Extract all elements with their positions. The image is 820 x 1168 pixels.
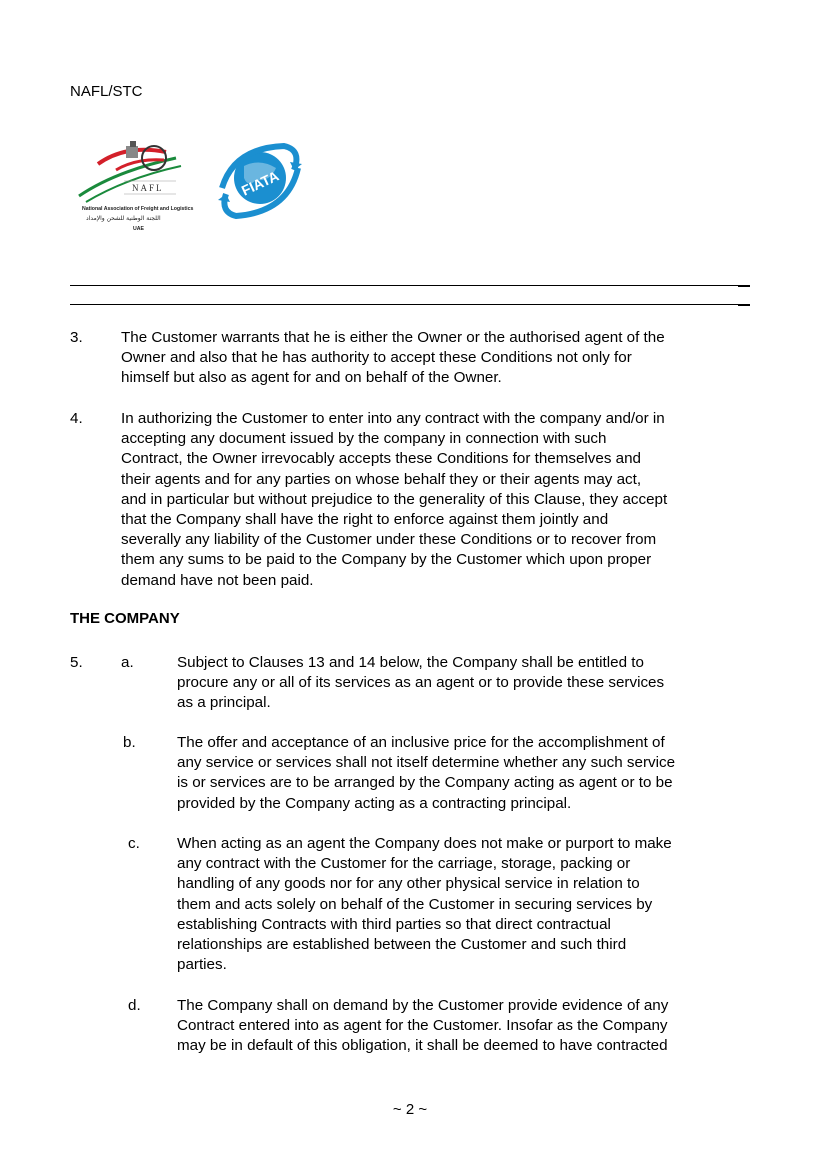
fiata-text: FIATA [238,167,282,199]
text-line: accepting any document issued by the company in connection with such [121,430,607,448]
section-heading: THE COMPANY [70,610,180,627]
clause-number: 4. [70,410,83,427]
text-line: parties. [177,956,227,974]
text-line: them and acts solely on behalf of the Customer in securing services by [177,895,653,913]
text-line: and in particular but without prejudice to the generality of this Clause, they accept [121,490,668,508]
text-line: them any sums to be paid to the Company by the Customer which upon proper [121,551,652,569]
subclause-letter: c. [128,835,140,852]
page-number: ~ 2 ~ [392,1101,428,1118]
nafl-caption-ar: اللجنة الوطنية للشحن والإمداد [86,215,161,222]
text-line: handling of any goods nor for any other physical service in relation to [177,875,640,893]
header-rule-top [70,285,748,286]
text-line: himself but also as agent for and on behalf of the Owner. [121,369,502,387]
text-line: The offer and acceptance of an inclusive price for the accomplishment of [177,734,665,751]
subclause-a-text [177,653,767,714]
subclause-c-text [177,834,767,975]
clause-3-text [121,328,761,389]
text-line: procure any or all of its services as an agent or to provide these services [177,674,665,692]
nafl-acronym: NAFL [132,183,164,193]
text-line: that the Company shall have the right to enforce against them jointly and [121,511,609,529]
text-line: their agents and for any parties on whose behalf they or their agents may act, [121,470,642,488]
clause-number: 5. [70,654,83,671]
header-rule-bottom [70,304,748,305]
text-line: relationships are established between the Customer and such third [177,936,627,954]
fiata-logo [214,138,306,224]
text-line: may be in default of this obligation, it shall be deemed to have contracted [177,1037,668,1055]
text-line: any service or services shall not itself determine whether any such service [177,754,676,772]
text-line: demand have not been paid. [121,571,314,589]
text-line: The Customer warrants that he is either the Owner or the authorised agent of the [121,329,665,346]
text-line: as a principal. [177,694,271,712]
subclause-letter: a. [121,654,134,671]
clause-number: 3. [70,329,83,346]
text-line: When acting as an agent the Company does not make or purport to make [177,835,672,852]
subclause-letter: b. [123,734,136,751]
text-line: Owner and also that he has authority to accept these Conditions not only for [121,349,632,367]
text-line: establishing Contracts with third parties so that direct contractual [177,915,611,933]
text-line: Contract, the Owner irrevocably accepts these Conditions for themselves and [121,450,642,468]
nafl-caption-en: National Association of Freight and Logistics [82,206,194,212]
document-code: NAFL/STC [70,83,143,100]
text-line: severally any liability of the Customer under these Conditions or to recover from [121,531,657,549]
text-line: The Company shall on demand by the Customer provide evidence of any [177,997,669,1014]
subclause-d-text [177,996,767,1057]
clause-4-text [121,409,761,591]
subclause-letter: d. [128,997,141,1014]
nafl-logo [76,136,206,236]
subclause-b-text [177,733,767,814]
text-line: is or services are to be arranged by the Company acting as agent or to be [177,774,673,792]
text-line: In authorizing the Customer to enter into any contract with the company and/or in [121,410,665,427]
text-line: any contract with the Customer for the carriage, storage, packing or [177,855,631,873]
text-line: provided by the Company acting as a contracting principal. [177,794,572,812]
nafl-country: UAE [133,226,144,232]
text-line: Subject to Clauses 13 and 14 below, the Company shall be entitled to [177,654,644,671]
text-line: Contract entered into as agent for the Customer. Insofar as the Company [177,1017,668,1035]
